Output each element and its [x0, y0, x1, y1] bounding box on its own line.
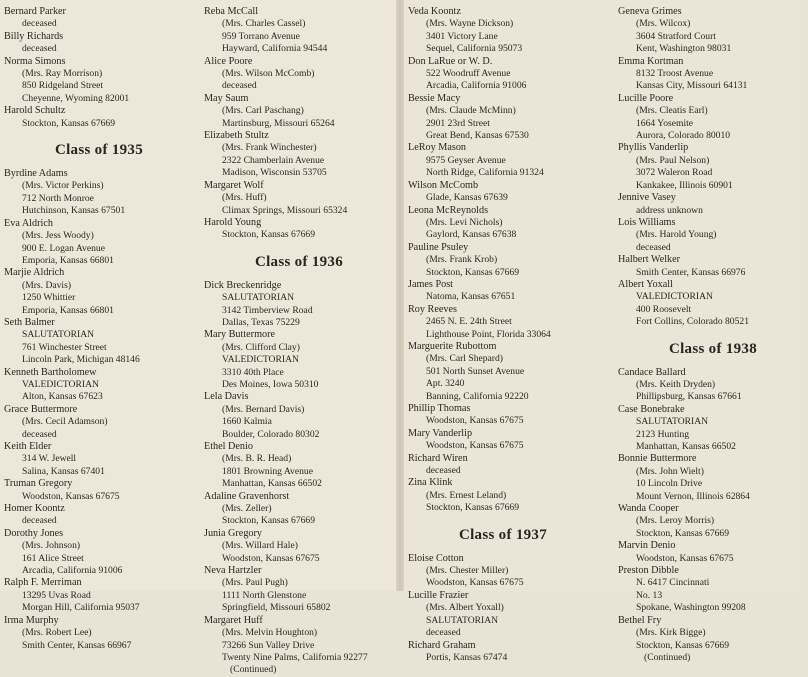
- alumni-detail-line: 850 Ridgeland Street: [22, 80, 103, 92]
- alumni-detail-line: Lighthouse Point, Florida 33064: [426, 328, 551, 340]
- alumni-detail-line: Gaylord, Kansas 67638: [426, 229, 517, 241]
- alumni-detail-line: VALEDICTORIAN: [636, 291, 713, 303]
- alumni-detail-line: Hayward, California 94544: [222, 43, 328, 55]
- column-3: [408, 6, 598, 664]
- alumni-detail-line: (Mrs. Harold Young): [636, 229, 717, 241]
- alumni-entry: [408, 428, 598, 453]
- alumni-detail-line: (Mrs. Carl Paschang): [222, 105, 304, 117]
- alumni-entry: [618, 453, 808, 503]
- alumni-name: Wanda Cooper: [618, 503, 679, 515]
- alumni-detail-line: 2465 N. E. 24th Street: [426, 316, 512, 328]
- alumni-detail-line: Apt. 3240: [426, 378, 465, 390]
- alumni-name: Phillip Thomas: [408, 403, 471, 414]
- alumni-entry: [204, 130, 394, 180]
- alumni-entry: [204, 565, 394, 615]
- alumni-detail-line: 2322 Chamberlain Avenue: [222, 154, 325, 166]
- alumni-entry: [204, 491, 394, 528]
- alumni-detail-line: (Mrs. Claude McMinn): [426, 105, 516, 117]
- alumni-detail-line: Kankakee, Illinois 60901: [636, 179, 733, 191]
- alumni-entry: [4, 441, 194, 478]
- alumni-detail-line: SALUTATORIAN: [426, 614, 499, 626]
- alumni-name: Ralph F. Merriman: [4, 577, 82, 589]
- alumni-name: Adaline Gravenhorst: [204, 490, 290, 502]
- alumni-name: Marguerite Rubottom: [408, 340, 497, 352]
- alumni-entry: [4, 218, 194, 268]
- alumni-name: Lela Davis: [204, 391, 249, 403]
- alumni-entry: [204, 6, 394, 56]
- alumni-detail-line: (Mrs. Willard Hale): [222, 540, 298, 552]
- alumni-entry: [408, 403, 598, 428]
- alumni-entry: [618, 565, 808, 615]
- alumni-detail-line: Woodston, Kansas 67675: [426, 415, 524, 427]
- alumni-entry: [618, 540, 808, 565]
- alumni-detail-line: 8132 Troost Avenue: [636, 68, 714, 80]
- alumni-name: Bethel Fry: [618, 614, 662, 626]
- alumni-detail-line: (Mrs. Cecil Adamson): [22, 416, 108, 428]
- alumni-name: Lucille Poore: [618, 92, 674, 104]
- alumni-detail-line: SALUTATORIAN: [636, 416, 709, 428]
- alumni-detail-line: (Mrs. Paul Nelson): [636, 154, 710, 166]
- alumni-detail-line: 501 North Sunset Avenue: [426, 365, 525, 377]
- alumni-name: Kenneth Bartholomew: [4, 366, 97, 378]
- alumni-detail-line: deceased: [22, 515, 57, 527]
- alumni-detail-line: (Mrs. Keith Dryden): [636, 378, 716, 390]
- alumni-detail-line: Stockton, Kansas 67669: [22, 117, 116, 129]
- alumni-entry: [408, 477, 598, 514]
- alumni-detail-line: Woodston, Kansas 67675: [22, 490, 120, 502]
- alumni-detail-line: Fort Collins, Colorado 80521: [636, 316, 749, 328]
- alumni-entry: [408, 242, 598, 279]
- alumni-detail-line: (Mrs. Davis): [22, 279, 72, 291]
- alumni-name: Halbert Welker: [618, 254, 681, 266]
- alumni-name: Neva Hartzler: [204, 565, 262, 577]
- alumni-detail-line: 400 Roosevelt: [636, 303, 692, 315]
- alumni-name: Lucille Frazier: [408, 589, 469, 601]
- alumni-detail-line: North Ridge, California 91324: [426, 167, 544, 179]
- alumni-entry: [204, 329, 394, 391]
- alumni-entry: [618, 615, 808, 665]
- alumni-name: Emma Kortman: [618, 55, 684, 67]
- alumni-detail-line: N. 6417 Cincinnati: [636, 577, 710, 589]
- alumni-entry: [618, 56, 808, 93]
- alumni-detail-line: deceased: [426, 627, 461, 639]
- alumni-name: May Saum: [204, 92, 249, 104]
- alumni-detail-line: 1250 Whittier: [22, 292, 76, 304]
- alumni-detail-line: deceased: [222, 80, 257, 92]
- alumni-name: Harold Young: [204, 216, 262, 228]
- alumni-entry: [4, 478, 194, 503]
- alumni-detail-line: 9575 Geyser Avenue: [426, 154, 506, 166]
- alumni-name: Veda Koontz: [408, 6, 461, 17]
- alumni-name: Alice Poore: [204, 55, 253, 67]
- alumni-detail-line: (Mrs. Levi Nichols): [426, 216, 503, 228]
- alumni-name: Irma Murphy: [4, 614, 59, 626]
- alumni-detail-line: Woodston, Kansas 67675: [636, 552, 734, 564]
- alumni-detail-line: Twenty Nine Palms, California 92277: [222, 651, 368, 663]
- alumni-name: Geneva Grimes: [618, 6, 682, 17]
- alumni-name: Eva Aldrich: [4, 217, 53, 229]
- alumni-detail-line: (Mrs. Chester Miller): [426, 565, 509, 577]
- alumni-name: Case Bonebrake: [618, 403, 685, 415]
- alumni-detail-line: VALEDICTORIAN: [22, 378, 99, 390]
- alumni-name: Richard Graham: [408, 639, 476, 651]
- alumni-entry: [408, 453, 598, 478]
- alumni-name: Dick Breckenridge: [204, 279, 282, 291]
- alumni-name: Preston Dibble: [618, 565, 679, 577]
- alumni-detail-line: (Mrs. Robert Lee): [22, 627, 92, 639]
- alumni-detail-line: (Mrs. Leroy Morris): [636, 515, 715, 527]
- alumni-entry: [408, 341, 598, 403]
- alumni-detail-line: Natoma, Kansas 67651: [426, 291, 516, 303]
- alumni-name: Bessie Macy: [408, 92, 461, 104]
- alumni-entry: [618, 217, 808, 254]
- alumni-entry: [408, 590, 598, 640]
- class-heading: Class of 1935: [54, 142, 144, 159]
- class-heading: Class of 1937: [458, 526, 548, 543]
- alumni-detail-line: Aurora, Colorado 80010: [636, 130, 731, 142]
- alumni-detail-line: 900 E. Logan Avenue: [22, 242, 105, 254]
- alumni-entry: [4, 105, 194, 130]
- alumni-detail-line: SALUTATORIAN: [22, 329, 95, 341]
- alumni-detail-line: (Mrs. Wilson McComb): [222, 68, 315, 80]
- alumni-detail-line: 1111 North Glenstone: [222, 589, 307, 601]
- alumni-detail-line: Manhattan, Kansas 66502: [636, 441, 736, 452]
- alumni-detail-line: Emporia, Kansas 66801: [22, 254, 114, 266]
- alumni-detail-line: Woodston, Kansas 67675: [426, 440, 524, 452]
- alumni-entry: [4, 31, 194, 56]
- alumni-entry: [618, 192, 808, 217]
- alumni-name: Candace Ballard: [618, 366, 686, 378]
- alumni-entry: [4, 168, 194, 218]
- alumni-detail-line: Phillipsburg, Kansas 67661: [636, 391, 742, 403]
- alumni-detail-line: Stockton, Kansas 67669: [636, 527, 730, 539]
- alumni-detail-line: Des Moines, Iowa 50310: [222, 378, 319, 390]
- alumni-entry: [408, 56, 598, 93]
- alumni-name: Homer Koontz: [4, 503, 65, 515]
- alumni-entry: [204, 56, 394, 93]
- alumni-detail-line: Mount Vernon, Illinois 62864: [636, 490, 750, 502]
- alumni-entry: [618, 6, 808, 56]
- alumni-detail-line: deceased: [426, 465, 461, 477]
- column-1: [4, 6, 194, 652]
- alumni-detail-line: (Continued): [644, 651, 691, 663]
- alumni-detail-line: Sequel, California 95073: [426, 43, 523, 55]
- alumni-entry: [4, 503, 194, 528]
- alumni-name: Junia Gregory: [204, 527, 262, 539]
- alumni-detail-line: (Mrs. Clifford Clay): [222, 341, 300, 353]
- alumni-detail-line: Morgan Hill, California 95037: [22, 602, 140, 614]
- alumni-name: Jennive Vasey: [618, 192, 676, 204]
- alumni-entry: [618, 503, 808, 540]
- alumni-entry: [408, 553, 598, 590]
- alumni-detail-line: 2901 23rd Street: [426, 117, 490, 129]
- column-4: [618, 6, 808, 664]
- alumni-detail-line: (Mrs. Jess Woody): [22, 230, 94, 242]
- alumni-detail-line: Cheyenne, Wyoming 82001: [22, 92, 130, 104]
- alumni-detail-line: (Mrs. Wilcox): [636, 18, 691, 30]
- alumni-entry: [618, 254, 808, 279]
- alumni-detail-line: 10 Lincoln Drive: [636, 478, 703, 490]
- alumni-detail-line: (Mrs. Melvin Houghton): [222, 627, 318, 639]
- alumni-entry: [408, 6, 598, 56]
- alumni-entry: [4, 6, 194, 31]
- alumni-detail-line: (Mrs. Johnson): [22, 540, 81, 552]
- alumni-name: James Post: [408, 278, 453, 290]
- class-heading: Class of 1936: [254, 253, 344, 270]
- alumni-name: Zina Klink: [408, 477, 453, 489]
- alumni-detail-line: Smith Center, Kansas 66976: [636, 266, 746, 278]
- alumni-name: Phyllis Vanderlip: [618, 142, 689, 154]
- alumni-detail-line: Salina, Kansas 67401: [22, 465, 105, 477]
- alumni-name: Bonnie Buttermore: [618, 453, 697, 465]
- alumni-entry: [204, 180, 394, 217]
- alumni-detail-line: Glade, Kansas 67639: [426, 192, 508, 204]
- alumni-detail-line: Stockton, Kansas 67669: [636, 639, 730, 651]
- alumni-name: Eloise Cotton: [408, 552, 464, 564]
- alumni-name: LeRoy Mason: [408, 142, 467, 154]
- alumni-detail-line: (Mrs. Cleatis Earl): [636, 105, 708, 117]
- alumni-name: Keith Elder: [4, 441, 52, 452]
- alumni-detail-line: Stockton, Kansas 67669: [426, 502, 520, 514]
- alumni-detail-line: 712 North Monroe: [22, 192, 94, 204]
- alumni-detail-line: Martinsburg, Missouri 65264: [222, 117, 335, 129]
- alumni-name: Harold Schultz: [4, 105, 66, 117]
- alumni-detail-line: (Mrs. Ray Morrison): [22, 68, 103, 80]
- alumni-entry: [4, 615, 194, 652]
- alumni-detail-line: 3604 Stratford Court: [636, 30, 716, 42]
- alumni-entry: [408, 640, 598, 665]
- alumni-entry: [4, 317, 194, 367]
- alumni-entry: [408, 279, 598, 304]
- alumni-detail-line: (Mrs. Bernard Davis): [222, 403, 305, 415]
- alumni-detail-line: Dallas, Texas 75229: [222, 316, 300, 328]
- alumni-entry: [204, 615, 394, 677]
- alumni-detail-line: 1664 Yosemite: [636, 117, 694, 129]
- alumni-name: Don LaRue or W. D.: [408, 55, 493, 67]
- alumni-name: Elizabeth Stultz: [204, 130, 269, 142]
- alumni-entry: [204, 441, 394, 491]
- alumni-entry: [618, 367, 808, 404]
- alumni-detail-line: (Mrs. Zeller): [222, 503, 272, 515]
- alumni-detail-line: Spokane, Washington 99208: [636, 602, 746, 614]
- alumni-detail-line: address unknown: [636, 204, 703, 216]
- alumni-detail-line: (Mrs. Kirk Bigge): [636, 627, 706, 639]
- alumni-detail-line: 3401 Victory Lane: [426, 30, 498, 42]
- alumni-detail-line: 959 Torrano Avenue: [222, 30, 300, 42]
- alumni-detail-line: Emporia, Kansas 66801: [22, 304, 114, 316]
- alumni-name: Billy Richards: [4, 30, 64, 42]
- alumni-detail-line: 3310 40th Place: [222, 366, 284, 378]
- alumni-entry: [408, 180, 598, 205]
- alumni-detail-line: 1801 Browning Avenue: [222, 465, 313, 477]
- alumni-detail-line: 161 Alice Street: [22, 552, 84, 564]
- alumni-name: Norma Simons: [4, 55, 66, 67]
- alumni-detail-line: Stockton, Kansas 67669: [426, 266, 520, 278]
- alumni-detail-line: Lincoln Park, Michigan 48146: [22, 354, 140, 366]
- alumni-name: Reba McCall: [204, 6, 259, 17]
- alumni-detail-line: (Mrs. Frank Krob): [426, 254, 498, 266]
- alumni-detail-line: (Mrs. Carl Shepard): [426, 353, 503, 365]
- alumni-detail-line: Smith Center, Kansas 66967: [22, 639, 132, 651]
- alumni-detail-line: 522 Woodruff Avenue: [426, 68, 511, 80]
- alumni-detail-line: SALUTATORIAN: [222, 292, 295, 304]
- alumni-detail-line: Boulder, Colorado 80302: [222, 428, 320, 440]
- alumni-entry: [4, 577, 194, 614]
- alumni-name: Dorothy Jones: [4, 527, 64, 539]
- alumni-detail-line: (Mrs. Charles Cassel): [222, 18, 306, 30]
- alumni-detail-line: 3072 Waleron Road: [636, 167, 713, 179]
- alumni-name: Richard Wiren: [408, 452, 468, 464]
- alumni-name: Byrdine Adams: [4, 168, 68, 180]
- alumni-name: Wilson McComb: [408, 179, 479, 191]
- alumni-entry: [4, 404, 194, 441]
- alumni-detail-line: (Mrs. Paul Pugh): [222, 577, 288, 589]
- alumni-name: Grace Buttermore: [4, 403, 78, 415]
- alumni-detail-line: Arcadia, California 91006: [426, 80, 527, 92]
- alumni-detail-line: Stockton, Kansas 67669: [222, 515, 316, 527]
- alumni-entry: [4, 528, 194, 578]
- alumni-name: Margaret Huff: [204, 614, 263, 626]
- alumni-entry: [204, 528, 394, 565]
- alumni-name: Roy Reeves: [408, 303, 457, 315]
- alumni-detail-line: (Mrs. Huff): [222, 192, 267, 204]
- alumni-entry: [408, 205, 598, 242]
- alumni-detail-line: Stockton, Kansas 67669: [222, 229, 316, 241]
- column-2: [204, 6, 394, 677]
- alumni-detail-line: 73266 Sun Valley Drive: [222, 639, 315, 651]
- alumni-name: Seth Balmer: [4, 316, 55, 328]
- page-gutter: [396, 0, 404, 591]
- alumni-entry: [618, 142, 808, 192]
- alumni-name: Marjie Aldrich: [4, 267, 65, 279]
- alumni-entry: [408, 304, 598, 341]
- alumni-name: Truman Gregory: [4, 478, 73, 490]
- alumni-name: Pauline Psuley: [408, 241, 469, 253]
- alumni-detail-line: 761 Winchester Street: [22, 341, 107, 353]
- alumni-name: Albert Yoxall: [618, 278, 673, 290]
- alumni-detail-line: Manhattan, Kansas 66502: [222, 478, 322, 490]
- alumni-entry: [408, 142, 598, 179]
- alumni-detail-line: 3142 Timberview Road: [222, 304, 313, 316]
- alumni-detail-line: deceased: [22, 428, 57, 440]
- alumni-detail-line: (Continued): [230, 664, 277, 676]
- right-page: [402, 0, 800, 663]
- alumni-detail-line: No. 13: [636, 589, 663, 601]
- alumni-detail-line: Climax Springs, Missouri 65324: [222, 204, 348, 216]
- alumni-entry: [408, 93, 598, 143]
- alumni-entry: [618, 404, 808, 454]
- alumni-detail-line: VALEDICTORIAN: [222, 354, 299, 366]
- alumni-entry: [618, 93, 808, 143]
- alumni-detail-line: Hutchinson, Kansas 67501: [22, 205, 126, 217]
- alumni-detail-line: (Mrs. Frank Winchester): [222, 142, 317, 154]
- alumni-name: Lois Williams: [618, 216, 676, 228]
- alumni-detail-line: (Mrs. John Wielt): [636, 465, 704, 477]
- alumni-entry: [204, 280, 394, 330]
- alumni-detail-line: Banning, California 92220: [426, 390, 529, 402]
- alumni-detail-line: Woodston, Kansas 67675: [222, 552, 320, 564]
- alumni-detail-line: Alton, Kansas 67623: [22, 391, 103, 403]
- alumni-detail-line: 13295 Uvas Road: [22, 589, 91, 601]
- alumni-detail-line: Kansas City, Missouri 64131: [636, 80, 748, 92]
- alumni-name: Marvin Denio: [618, 540, 676, 552]
- left-page: [0, 0, 398, 676]
- alumni-detail-line: (Mrs. Ernest Leland): [426, 489, 507, 501]
- alumni-detail-line: deceased: [22, 18, 57, 30]
- alumni-detail-line: (Mrs. Albert Yoxall): [426, 602, 504, 614]
- alumni-name: Mary Buttermore: [204, 329, 276, 341]
- alumni-detail-line: Portis, Kansas 67474: [426, 651, 508, 663]
- alumni-detail-line: Kent, Washington 98031: [636, 43, 732, 55]
- alumni-entry: [204, 391, 394, 441]
- alumni-detail-line: Arcadia, California 91006: [22, 565, 123, 577]
- alumni-entry: [4, 267, 194, 317]
- alumni-detail-line: Springfield, Missouri 65802: [222, 602, 331, 614]
- alumni-entry: [618, 279, 808, 329]
- alumni-entry: [204, 93, 394, 130]
- alumni-detail-line: (Mrs. B. R. Head): [222, 453, 292, 465]
- alumni-name: Ethel Denio: [204, 441, 253, 452]
- alumni-detail-line: Madison, Wisconsin 53705: [222, 167, 327, 179]
- alumni-detail-line: Great Bend, Kansas 67530: [426, 130, 529, 142]
- alumni-entry: [4, 367, 194, 404]
- alumni-detail-line: (Mrs. Wayne Dickson): [426, 18, 514, 30]
- alumni-name: Bernard Parker: [4, 6, 66, 17]
- alumni-entry: [4, 56, 194, 106]
- alumni-detail-line: 314 W. Jewell: [22, 453, 77, 465]
- alumni-name: Leona McReynolds: [408, 204, 489, 216]
- alumni-detail-line: Woodston, Kansas 67675: [426, 577, 524, 589]
- alumni-name: Mary Vanderlip: [408, 427, 473, 439]
- alumni-name: Margaret Wolf: [204, 179, 264, 191]
- alumni-detail-line: deceased: [22, 43, 57, 55]
- alumni-detail-line: (Mrs. Victor Perkins): [22, 180, 104, 192]
- alumni-detail-line: deceased: [636, 241, 671, 253]
- alumni-detail-line: 1660 Kalmia: [222, 416, 272, 428]
- class-heading: Class of 1938: [668, 340, 758, 357]
- alumni-entry: [204, 217, 394, 242]
- alumni-detail-line: 2123 Hunting: [636, 428, 690, 440]
